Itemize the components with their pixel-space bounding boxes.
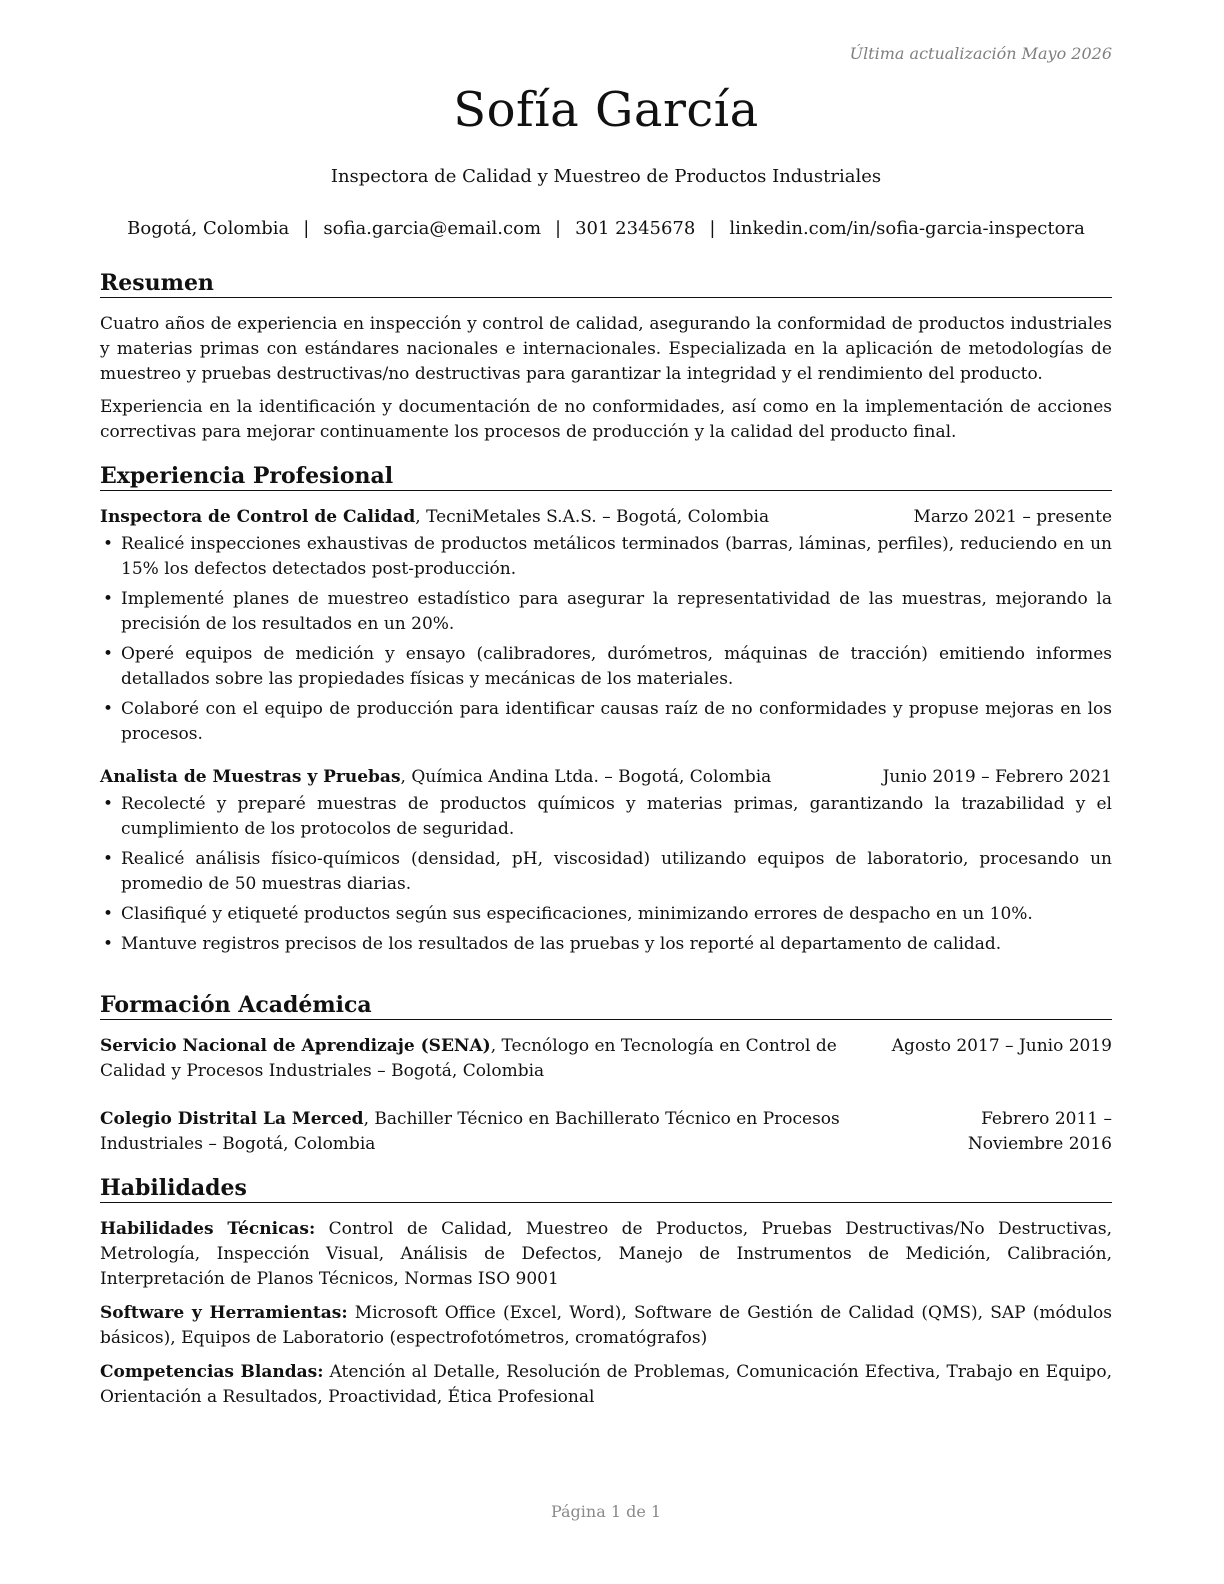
summary-paragraph: Cuatro años de experiencia en inspección y control de calidad, asegurando la conformidad de productos industriales y materias primas con estándares nacionales e internacionales. Especializada en la aplicación de metodologías de muestreo y pruebas destructivas/no destructivas para garantizar la integridad y el rendimiento del producto. (100, 314, 1112, 385)
contact-separator: | (709, 218, 716, 239)
skill-group-values: Control de Calidad, Muestreo de Productos, Pruebas Destructivas/No Destructivas, Metrología, Inspección Visual, Análisis de Defectos, Manejo de Instrumentos de Medición, Calibración, Interpretación de Planos Técnicos, Normas ISO 9001 (100, 1219, 1112, 1290)
skill-group (100, 1217, 1112, 1292)
bullet-text: Operé equipos de medición y ensayo (calibradores, durómetros, máquinas de tracción) emitiendo informes detallados sobre las propiedades físicas y mecánicas de los materiales. (121, 644, 1112, 690)
job-company: , TecniMetales S.A.S. – Bogotá, Colombia (415, 507, 770, 528)
education-section (100, 992, 1112, 1180)
bullet-icon: • (103, 794, 114, 815)
summary-paragraph: Experiencia en la identificación y documentación de no conformidades, así como en la implementación de acciones correctivas para mejorar continuamente los procesos de producción y la calidad del producto final. (100, 397, 1112, 443)
job-dates: Junio 2019 – Febrero 2021 (882, 767, 1112, 788)
job-bullet (100, 847, 1112, 897)
bullet-text: Recolecté y preparé muestras de productos químicos y materias primas, garantizando la trazabilidad y el cumplimiento de los protocolos de seguridad. (121, 794, 1112, 840)
job-bullet (100, 792, 1112, 842)
job-bullet (100, 902, 1112, 927)
summary-section (100, 270, 1112, 453)
section-title-summary: Resumen (100, 270, 1112, 298)
job-role: Inspectora de Control de Calidad (100, 507, 416, 528)
skills-section (100, 1175, 1112, 1419)
experience-section (100, 463, 1112, 962)
skill-group (100, 1301, 1112, 1351)
section-title-education: Formación Académica (100, 992, 1112, 1020)
bullet-text: Realicé inspecciones exhaustivas de productos metálicos terminados (barras, láminas, perfiles), reduciendo en un 15% los defectos detectados post-producción. (121, 534, 1112, 580)
contact-phone: 301 2345678 (575, 218, 696, 239)
bullet-icon: • (103, 904, 114, 925)
bullet-text: Mantuve registros precisos de los resultados de las pruebas y los reporté al departamento de calidad. (121, 934, 1002, 955)
education-entry (100, 1034, 1112, 1084)
job-bullet (100, 932, 1112, 957)
education-dates: Febrero 2011 – Noviembre 2016 (967, 1109, 1112, 1155)
job-header (100, 505, 1112, 530)
bullet-icon: • (103, 534, 114, 555)
education-institution: Colegio Distrital La Merced (100, 1109, 364, 1130)
page-number: Página 1 de 1 (550, 1502, 662, 1521)
bullet-text: Clasifiqué y etiqueté productos según sus especificaciones, minimizando errores de despacho en un 10%. (121, 904, 1033, 925)
skill-group-values: Microsoft Office (Excel, Word), Software de Gestión de Calidad (QMS), SAP (módulos básicos), Equipos de Laboratorio (espectrofotómetros, cromatógrafos) (100, 1303, 1113, 1349)
education-dates: Agosto 2017 – Junio 2019 (891, 1036, 1112, 1057)
job-header (100, 765, 1112, 790)
bullet-icon: • (103, 849, 114, 870)
contact-email[interactable]: sofia.garcia@email.com (323, 218, 542, 239)
bullet-text: Implementé planes de muestreo estadístico para asegurar la representatividad de las muestras, mejorando la precisión de los resultados en un 20%. (121, 589, 1112, 635)
job-role: Analista de Muestras y Pruebas (100, 767, 401, 788)
section-title-skills: Habilidades (100, 1175, 1112, 1203)
education-detail: , Tecnólogo en Tecnología en Control de Calidad y Procesos Industriales – Bogotá, Colombia (100, 1036, 837, 1082)
bullet-icon: • (103, 644, 114, 665)
resume-page (100, 0, 1112, 1584)
candidate-name: Sofía García (453, 82, 759, 138)
job-bullet (100, 587, 1112, 637)
job-bullets (100, 792, 1112, 957)
skill-group-values: Atención al Detalle, Resolución de Problemas, Comunicación Efectiva, Trabajo en Equipo, Orientación a Resultados, Proactividad, Ética Profesional (100, 1362, 1112, 1408)
education-description (100, 1107, 880, 1157)
skill-group-label: Software y Herramientas: (100, 1303, 348, 1324)
job-company: , Química Andina Ltda. – Bogotá, Colombia (400, 767, 772, 788)
last-updated-note: Última actualización Mayo 2026 (849, 44, 1112, 63)
skill-group-label: Competencias Blandas: (100, 1362, 324, 1383)
education-description (100, 1034, 880, 1084)
job-bullet (100, 697, 1112, 747)
skill-group (100, 1360, 1112, 1410)
job-title-line (100, 505, 769, 530)
contact-location: Bogotá, Colombia (127, 218, 290, 239)
education-detail: , Bachiller Técnico en Bachillerato Técnico en Procesos Industriales – Bogotá, Colombia (100, 1109, 840, 1155)
contact-separator: | (303, 218, 310, 239)
bullet-text: Colaboré con el equipo de producción para identificar causas raíz de no conformidades y propuse mejoras en los procesos. (121, 699, 1112, 745)
job-bullet (100, 642, 1112, 692)
bullet-icon: • (103, 589, 114, 610)
education-entry (100, 1107, 1112, 1157)
contact-line (100, 218, 1112, 239)
bullet-icon: • (103, 934, 114, 955)
job-entry (100, 765, 1112, 957)
bullet-text: Realicé análisis físico-químicos (densidad, pH, viscosidad) utilizando equipos de laboratorio, procesando un promedio de 50 muestras diarias. (121, 849, 1112, 895)
job-bullet (100, 532, 1112, 582)
job-title-line (100, 765, 771, 790)
contact-linkedin[interactable]: linkedin.com/in/sofia-garcia-inspectora (729, 218, 1085, 239)
education-institution: Servicio Nacional de Aprendizaje (SENA) (100, 1036, 491, 1057)
bullet-icon: • (103, 699, 114, 720)
contact-separator: | (555, 218, 562, 239)
section-title-experience: Experiencia Profesional (100, 463, 1112, 491)
job-entry (100, 505, 1112, 747)
skill-group-label: Habilidades Técnicas: (100, 1219, 316, 1240)
candidate-headline: Inspectora de Calidad y Muestreo de Productos Industriales (330, 166, 882, 187)
job-dates: Marzo 2021 – presente (913, 507, 1112, 528)
job-bullets (100, 532, 1112, 747)
